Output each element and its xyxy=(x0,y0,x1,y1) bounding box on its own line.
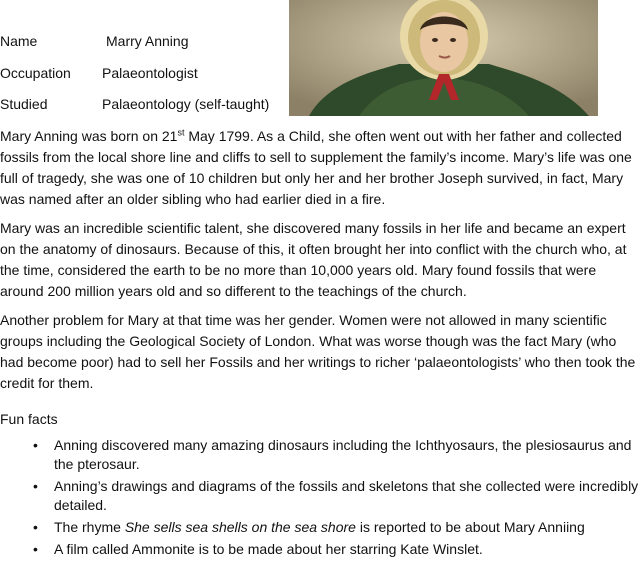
list-item: • The rhyme She sells sea shells on the sea shore is reported to be about Mary Anniing xyxy=(33,519,585,535)
name-label: Name xyxy=(0,33,38,49)
fun-facts-title: Fun facts xyxy=(0,411,58,427)
list-item: • A film called Ammonite is to be made about her starring Kate Winslet. xyxy=(33,541,483,557)
occupation-row xyxy=(0,65,198,81)
studied-row xyxy=(0,96,270,112)
studied-label: Studied xyxy=(0,96,48,112)
paragraph-gender: Another problem for Mary at that time was her gender. Women were not allowed in many scientific groups including the Geological Society of London. What was worse though was the fact Mary (who had become poor) had to sell her Fossils and her writings to richer ‘palaeontologists’ who then took the credit for them. xyxy=(0,312,636,391)
paragraph-talent: Mary was an incredible scientific talent, she discovered many fossils in her life and became an expert on the anatomy of dinosaurs. Because of this, it often brought her into conflict with the church who, at the time, considered the earth to be no more than 10,000 years old. Mary found fossils that were around 200 million years old and so different to the teachings of the church. xyxy=(0,220,627,299)
rhyme-text: She sells sea shells on the sea shore xyxy=(124,519,356,535)
fun-facts-list xyxy=(0,436,640,562)
occupation-value: Palaeontologist xyxy=(102,65,198,81)
bullet-icon: • xyxy=(33,519,38,535)
list-item: • Anning discovered many amazing dinosaurs including the Ichthyosaurs, the plesiosaurus and the pterosaur. xyxy=(33,437,632,472)
list-item: • Anning’s drawings and diagrams of the fossils and skeletons that she collected were incredibly detailed. xyxy=(33,478,639,513)
portrait-illustration xyxy=(289,0,598,116)
name-row xyxy=(0,33,189,49)
paragraph-birth: Mary Anning was born on 21st May 1799. As a Child, she often went out with her father and collected fossils from the local shore line and cliffs to sell to supplement the family’s income. Mary’s life was one full of tragedy, she was one of 10 children but only her and her brother Joseph survived, in fact, Mary was named after an older sibling who had earlier died in a fire. xyxy=(0,127,632,207)
portrait-image xyxy=(289,0,598,116)
occupation-label: Occupation xyxy=(0,65,71,81)
bullet-icon: • xyxy=(33,478,38,494)
bullet-icon: • xyxy=(33,541,38,557)
bullet-icon: • xyxy=(33,437,38,453)
name-value: Marry Anning xyxy=(106,33,189,49)
studied-value: Palaeontology (self-taught) xyxy=(102,96,270,112)
